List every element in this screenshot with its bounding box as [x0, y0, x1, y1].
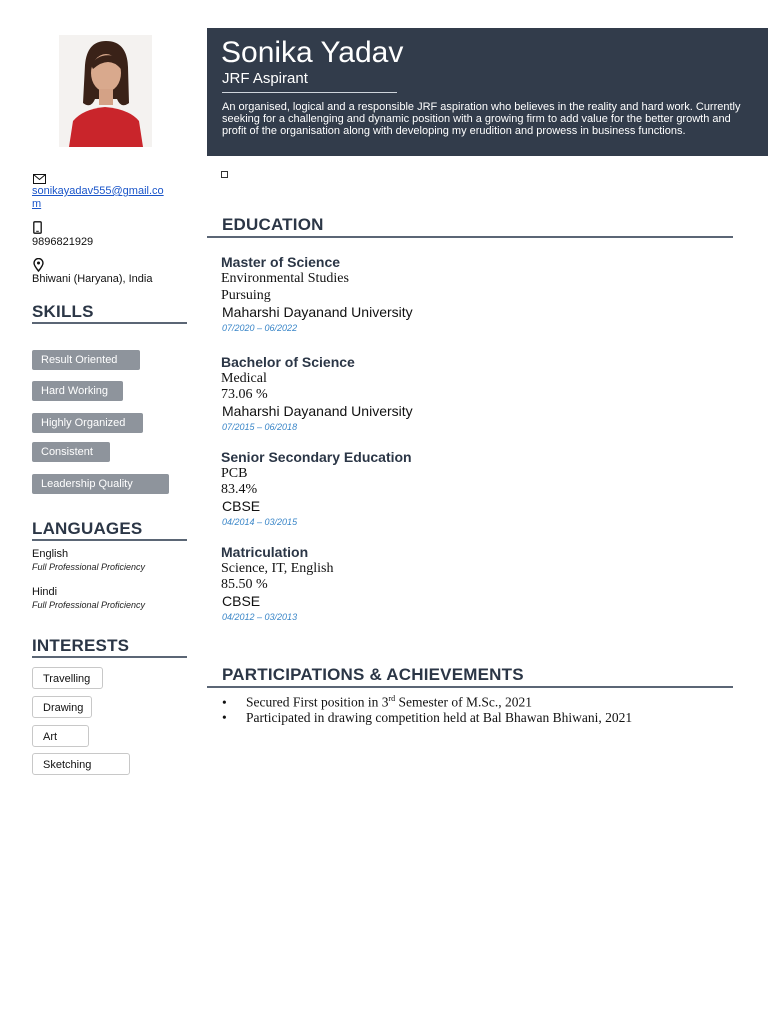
education-field: Environmental Studies: [221, 271, 349, 286]
interests-heading: INTERESTS: [32, 636, 130, 655]
bullet-dot: •: [222, 694, 227, 710]
skill-tag: Consistent: [32, 442, 110, 462]
education-institution: CBSE: [222, 498, 261, 514]
envelope-icon: [33, 171, 47, 185]
interest-tag: Sketching: [32, 753, 130, 775]
language-level: Full Professional Proficiency: [32, 562, 146, 572]
education-degree: Senior Secondary Education: [221, 449, 412, 465]
skill-tag: Hard Working: [32, 381, 123, 401]
education-institution: Maharshi Dayanand University: [222, 304, 413, 320]
achievement-text: Secured First position in 3: [246, 694, 389, 710]
achievement-item: [222, 710, 632, 726]
education-degree: Matriculation: [221, 544, 309, 560]
candidate-name: Sonika Yadav: [221, 36, 404, 69]
skill-tag: Leadership Quality: [32, 474, 169, 494]
achievement-item: [222, 694, 532, 711]
interest-tag: Travelling: [32, 667, 103, 689]
ordinal-suffix: rd: [388, 694, 396, 703]
map-pin-icon: [33, 258, 47, 272]
education-field: PCB: [221, 466, 248, 481]
candidate-role: JRF Aspirant: [222, 70, 308, 87]
education-dates: 07/2020 – 06/2022: [222, 323, 298, 333]
skill-tag: Result Oriented: [32, 350, 140, 370]
education-dates: 07/2015 – 06/2018: [222, 422, 298, 432]
languages-heading: LANGUAGES: [32, 519, 143, 538]
skills-heading: SKILLS: [32, 302, 94, 321]
email-link-line2[interactable]: m: [32, 198, 42, 210]
skill-tag: Highly Organized: [32, 413, 143, 433]
education-dates: 04/2014 – 03/2015: [222, 517, 298, 527]
profile-photo: [59, 35, 152, 147]
interests-rule: [32, 656, 187, 658]
email-link-line1[interactable]: sonikayadav555@gmail.co: [32, 185, 164, 197]
small-square-icon: [221, 171, 228, 178]
skills-rule: [32, 322, 187, 324]
email-link-block[interactable]: [32, 185, 164, 211]
education-grade: 85.50 %: [221, 577, 268, 592]
achievements-rule: [207, 686, 733, 688]
achievements-heading: PARTICIPATIONS & ACHIEVEMENTS: [222, 665, 524, 684]
achievement-text: Participated in drawing competition held at Bal Bhawan Bhiwani, 2021: [246, 710, 633, 725]
interest-tag: Art: [32, 725, 89, 747]
education-institution: Maharshi Dayanand University: [222, 403, 413, 419]
education-degree: Bachelor of Science: [221, 354, 355, 370]
interest-tag: Drawing: [32, 696, 92, 718]
education-institution: CBSE: [222, 593, 261, 609]
education-field: Medical: [221, 371, 267, 386]
education-degree: Master of Science: [221, 254, 341, 270]
education-rule: [207, 236, 733, 238]
education-heading: EDUCATION: [222, 215, 324, 234]
header-band: [207, 28, 768, 156]
mobile-phone-icon: [33, 221, 47, 235]
profile-photo-graphic: [59, 35, 152, 147]
education-grade: Pursuing: [221, 288, 271, 303]
language-name: Hindi: [32, 586, 58, 598]
language-name: English: [32, 548, 69, 560]
achievement-text-end: Semester of M.Sc., 2021: [395, 694, 533, 710]
education-field: Science, IT, English: [221, 561, 334, 576]
phone-number: 9896821929: [32, 236, 94, 248]
language-level: Full Professional Proficiency: [32, 600, 146, 610]
languages-rule: [32, 539, 187, 541]
role-divider: [222, 92, 397, 93]
bullet-dot: •: [222, 710, 227, 725]
location-text: Bhiwani (Haryana), India: [32, 273, 153, 285]
education-dates: 04/2012 – 03/2013: [222, 612, 298, 622]
education-grade: 73.06 %: [221, 387, 268, 402]
education-grade: 83.4%: [221, 482, 258, 497]
profile-summary: An organised, logical and a responsible JRF aspiration who believes in the reality and hard work. Currently seeking for a challenging and dynamic position with a growing firm to add value for the better growth and profit of the organisation along with developing my erudition and prowess in business functions.: [222, 101, 741, 137]
